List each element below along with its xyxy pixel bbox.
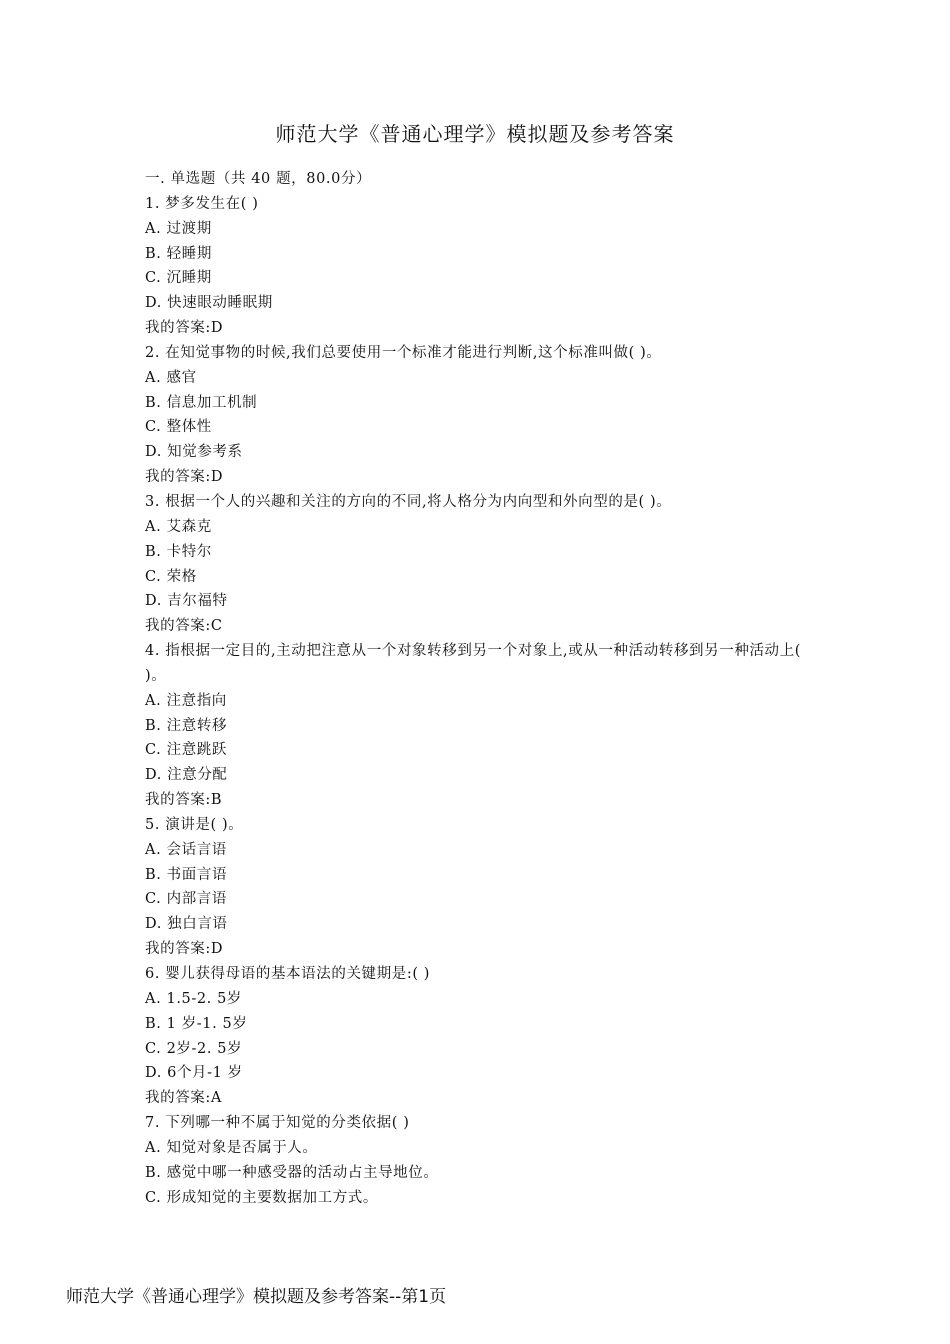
option-d: D. 快速眼动睡眠期 <box>145 295 273 312</box>
option-b: B. 感觉中哪一种感受器的活动占主导地位。 <box>145 1164 439 1181</box>
option-c: C. 整体性 <box>145 419 212 436</box>
option-c: C. 形成知觉的主要数据加工方式。 <box>145 1189 378 1206</box>
page-title: 师范大学《普通心理学》模拟题及参考答案 <box>275 122 675 146</box>
option-b: B. 卡特尔 <box>145 543 212 560</box>
option-c: C. 沉睡期 <box>145 270 212 287</box>
question-stem: 7. 下列哪一种不属于知觉的分类依据( ) <box>145 1115 410 1132</box>
option-c: C. 内部言语 <box>145 891 227 908</box>
my-answer: 我的答案:D <box>145 320 224 337</box>
question-stem: 1. 梦多发生在( ) <box>145 195 259 212</box>
option-a: A. 会话言语 <box>145 841 227 858</box>
option-b: B. 1 岁-1. 5岁 <box>145 1015 248 1032</box>
question-2 <box>145 341 825 490</box>
my-answer: 我的答案:D <box>145 469 224 486</box>
option-a: A. 知觉对象是否属于人。 <box>145 1139 318 1156</box>
option-c: C. 荣格 <box>145 568 197 585</box>
option-c: C. 2岁-2. 5岁 <box>145 1040 243 1057</box>
question-5 <box>145 813 825 962</box>
question-4 <box>145 639 825 813</box>
option-d: D. 独白言语 <box>145 916 228 933</box>
question-1 <box>145 192 825 341</box>
my-answer: 我的答案:A <box>145 1090 222 1107</box>
option-a: A. 过渡期 <box>145 220 212 237</box>
option-d: D. 吉尔福特 <box>145 593 228 610</box>
my-answer: 我的答案:C <box>145 618 223 635</box>
question-stem: 5. 演讲是( )。 <box>145 816 244 833</box>
section-header: 一. 单选题（共 40 题，80.0分） <box>145 171 372 187</box>
option-a: A. 1.5-2. 5岁 <box>145 990 243 1007</box>
my-answer: 我的答案:B <box>145 792 223 809</box>
option-d: D. 6个月-1 岁 <box>145 1065 243 1082</box>
question-stem: 6. 婴儿获得母语的基本语法的关键期是:( ) <box>145 966 431 982</box>
option-b: B. 轻睡期 <box>145 245 212 262</box>
option-c: C. 注意跳跃 <box>145 742 227 759</box>
option-a: A. 艾森克 <box>145 518 212 535</box>
option-b: B. 注意转移 <box>145 717 228 734</box>
question-7 <box>145 1111 825 1210</box>
option-a: A. 感官 <box>145 369 197 386</box>
option-d: D. 注意分配 <box>145 767 228 784</box>
option-b: B. 书面言语 <box>145 866 228 883</box>
option-d: D. 知觉参考系 <box>145 444 243 461</box>
page-footer: 师范大学《普通心理学》模拟题及参考答案--第1页 <box>66 1287 447 1307</box>
option-b: B. 信息加工机制 <box>145 394 258 411</box>
question-stem: 2. 在知觉事物的时候,我们总要使用一个标准才能进行判断,这个标准叫做( )。 <box>145 344 662 361</box>
question-3 <box>145 490 825 639</box>
option-a: A. 注意指向 <box>145 692 227 709</box>
document-body <box>145 167 825 1210</box>
question-6 <box>145 962 825 1111</box>
question-stem: 4. 指根据一定目的,主动把注意从一个对象转移到另一个对象上,或从一种活动转移到另一种活动上( )。 <box>145 643 802 684</box>
question-stem: 3. 根据一个人的兴趣和关注的方向的不同,将人格分为内向型和外向型的是( )。 <box>145 493 672 510</box>
my-answer: 我的答案:D <box>145 941 224 958</box>
